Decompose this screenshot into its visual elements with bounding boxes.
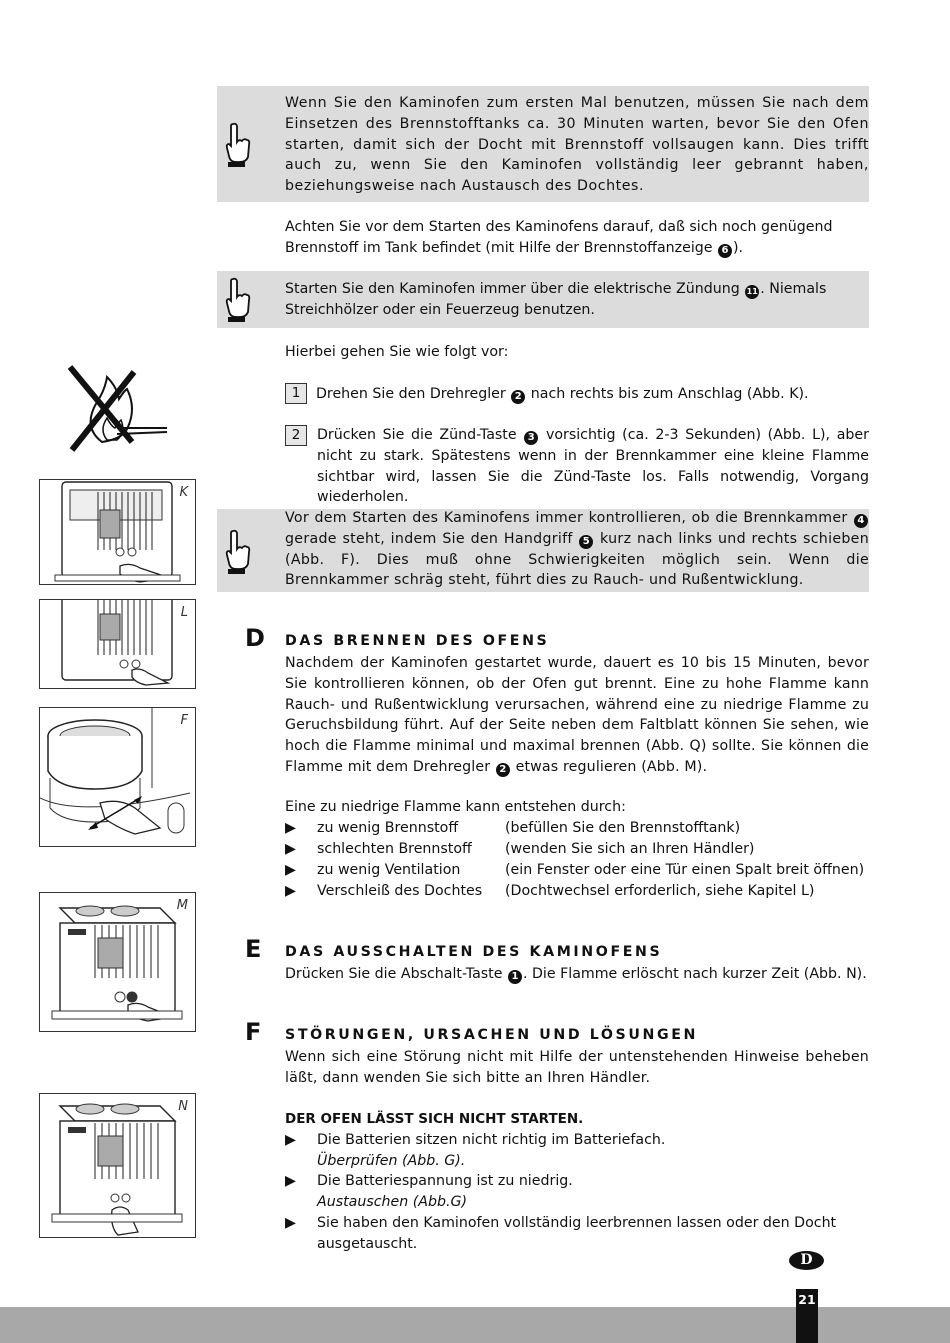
heater-illustration: [40, 600, 195, 688]
num-circle-11: 11: [745, 285, 759, 299]
figure-k: [39, 479, 196, 585]
remedy-text: (Dochtwechsel erforderlich, siehe Kapitel L): [505, 883, 815, 899]
note-first-use-text: Wenn Sie den Kaminofen zum ersten Mal benutzen, müssen Sie nach dem Einsetzen des Brennstofftanks ca. 30 Minuten warten, bevor Sie den Ofen starten, damit sich der Docht mit Brennstoff vollsaugen kann. Dies trifft auch zu, wenn Sie den Kaminofen vollständig leer gebrannt haben, beziehungsweise nach Austausch des Dochtes.: [285, 95, 869, 195]
remedy-text: (ein Fenster oder eine Tür einen Spalt breit öffnen): [505, 862, 865, 878]
figure-label: N: [178, 1099, 188, 1114]
pointing-hand-icon: [223, 277, 251, 323]
pointing-hand-icon: [223, 529, 251, 575]
problem-text: Sie haben den Kaminofen vollständig leerbrennen lassen oder den Docht ausgetauscht.: [317, 1215, 837, 1252]
problem-text: Die Batteriespannung ist zu niedrig.: [317, 1173, 573, 1189]
step-2-text: [317, 425, 869, 508]
note-box-ignition: [217, 271, 869, 328]
num-circle-1: 1: [508, 970, 522, 984]
num-circle-2: 2: [496, 763, 510, 777]
bullet-icon: ▶: [285, 1215, 296, 1231]
bullet-icon: ▶: [285, 883, 296, 899]
fuel-check-text-a: Achten Sie vor dem Starten des Kaminofens darauf, daß sich noch genügend Brennstoff im Tank befindet (mit Hilfe der Brennstoffanzeige: [285, 219, 833, 256]
section-letter-f: F: [245, 1018, 262, 1046]
proceed-text: Hierbei gehen Sie wie folgt vor:: [285, 344, 509, 360]
figure-label: L: [180, 605, 188, 620]
figure-l: [39, 599, 196, 689]
note-burn-a: Vor dem Starten des Kaminofens immer kontrollieren, ob die Brennkammer: [285, 510, 853, 526]
section-d-text: [285, 653, 869, 778]
section-d-text-a: Nachdem der Kaminofen gestartet wurde, dauert es 10 bis 15 Minuten, bevor Sie kontrollieren können, ob der Ofen gut brennt. Eine zu hohe Flamme kann Rauch- und Rußentwicklung verursachen, während eine zu niedrige Flamme zu Geruchsbildung führt. Auf der Seite neben dem Faltblatt können Sie sehen, wie hoch die Flamme minimal und maximal brennen (Abb. Q) sollte. Sie können die Flamme mit dem Drehregler: [285, 655, 869, 775]
section-e-text: [285, 964, 869, 985]
remedy-text: (befüllen Sie den Brennstofftank): [505, 820, 741, 836]
cause-text: zu wenig Ventilation: [317, 862, 461, 878]
step-1: [285, 383, 869, 405]
cause-text: zu wenig Brennstoff: [317, 820, 459, 836]
burn-chamber-illustration: [40, 708, 195, 846]
step-number-box: 1: [285, 383, 307, 404]
section-f-subhead: DER OFEN LÄSST SICH NICHT STARTEN.: [285, 1111, 584, 1127]
bullet-icon: ▶: [285, 841, 296, 857]
figure-n: [39, 1093, 196, 1238]
fuel-check-text-b: ).: [733, 239, 744, 256]
step-1-text-b: nach rechts bis zum Anschlag (Abb. K).: [526, 386, 809, 402]
section-title-d: DAS BRENNEN DES OFENS: [285, 633, 550, 649]
cause-text: Verschleiß des Dochtes: [317, 883, 483, 899]
heater-illustration: [40, 893, 195, 1031]
low-flame-intro: Eine zu niedrige Flamme kann entstehen durch:: [285, 799, 626, 815]
solution-text: Überprüfen (Abb. G).: [317, 1153, 466, 1169]
step-1-text-a: Drehen Sie den Drehregler: [316, 386, 511, 402]
problem-text: Die Batterien sitzen nicht richtig im Batteriefach.: [317, 1132, 666, 1148]
figure-m: [39, 892, 196, 1032]
note-box-burn-chamber: [217, 509, 869, 592]
language-badge: D: [789, 1251, 824, 1270]
note-burn-chamber-text: [285, 508, 869, 591]
note-burn-c: kurz nach links und rechts schieben (Abb. F). Dies muß ohne Schwierigkeiten möglich sein. Wenn die Brennkammer schräg steht, führt dies zu Rauch- und Rußentwicklung.: [285, 530, 869, 589]
note-ignition-a: Starten Sie den Kaminofen immer über die elektrische Zündung: [285, 281, 745, 297]
step-1-text: [316, 386, 809, 402]
section-letter-e: E: [245, 935, 262, 963]
step-2-text-a: Drücken Sie die Zünd-Taste: [317, 427, 524, 443]
section-title-f: STÖRUNGEN, URSACHEN UND LÖSUNGEN: [285, 1027, 698, 1043]
note-burn-b: gerade steht, indem Sie den Handgriff: [285, 530, 579, 547]
section-e-text-b: . Die Flamme erlöscht nach kurzer Zeit (Abb. N).: [522, 966, 867, 982]
section-d-text-b: etwas regulieren (Abb. M).: [510, 758, 708, 775]
num-circle-5: 5: [579, 535, 593, 549]
num-circle-2: 2: [511, 390, 525, 404]
heater-illustration: [40, 480, 195, 584]
cause-text: schlechten Brennstoff: [317, 841, 472, 857]
section-f-text: Wenn sich eine Störung nicht mit Hilfe der untenstehenden Hinweise beheben läßt, dann wenden Sie sich bitte an Ihren Händler.: [285, 1049, 869, 1086]
figure-label: M: [176, 898, 188, 913]
bullet-icon: ▶: [285, 1173, 296, 1189]
no-matches-icon: [62, 362, 170, 457]
note-ignition-text: [285, 279, 869, 321]
page-number: 21: [796, 1289, 818, 1343]
num-circle-4: 4: [854, 514, 868, 528]
bullet-icon: ▶: [285, 1132, 296, 1148]
fuel-check-text: [285, 217, 869, 259]
step-number-box: 2: [285, 425, 307, 446]
num-circle-3: 3: [524, 431, 538, 445]
section-letter-d: D: [245, 624, 265, 652]
figure-label: F: [180, 713, 188, 728]
solution-text: Austauschen (Abb.G): [317, 1194, 468, 1210]
figure-label: K: [179, 485, 188, 500]
pointing-hand-icon: [223, 122, 251, 168]
heater-illustration: [40, 1094, 195, 1237]
bullet-icon: ▶: [285, 862, 296, 878]
num-circle-6: 6: [718, 244, 732, 258]
figure-f: [39, 707, 196, 847]
note-ignition-b: . Niemals Streichhölzer oder ein Feuerzeug benutzen.: [285, 281, 827, 318]
bullet-icon: ▶: [285, 820, 296, 836]
section-e-text-a: Drücken Sie die Abschalt-Taste: [285, 966, 507, 982]
step-2-text-b: vorsichtig (ca. 2-3 Sekunden) (Abb. L), aber nicht zu stark. Spätestens wenn in der Brennkammer eine kleine Flamme sichtbar wird, lassen Sie die Zünd-Taste los. Falls notwendig, Vorgang wiederholen.: [317, 427, 869, 506]
note-box-first-use: [217, 86, 869, 202]
section-title-e: DAS AUSSCHALTEN DES KAMINOFENS: [285, 944, 663, 960]
remedy-text: (wenden Sie sich an Ihren Händler): [505, 841, 755, 857]
